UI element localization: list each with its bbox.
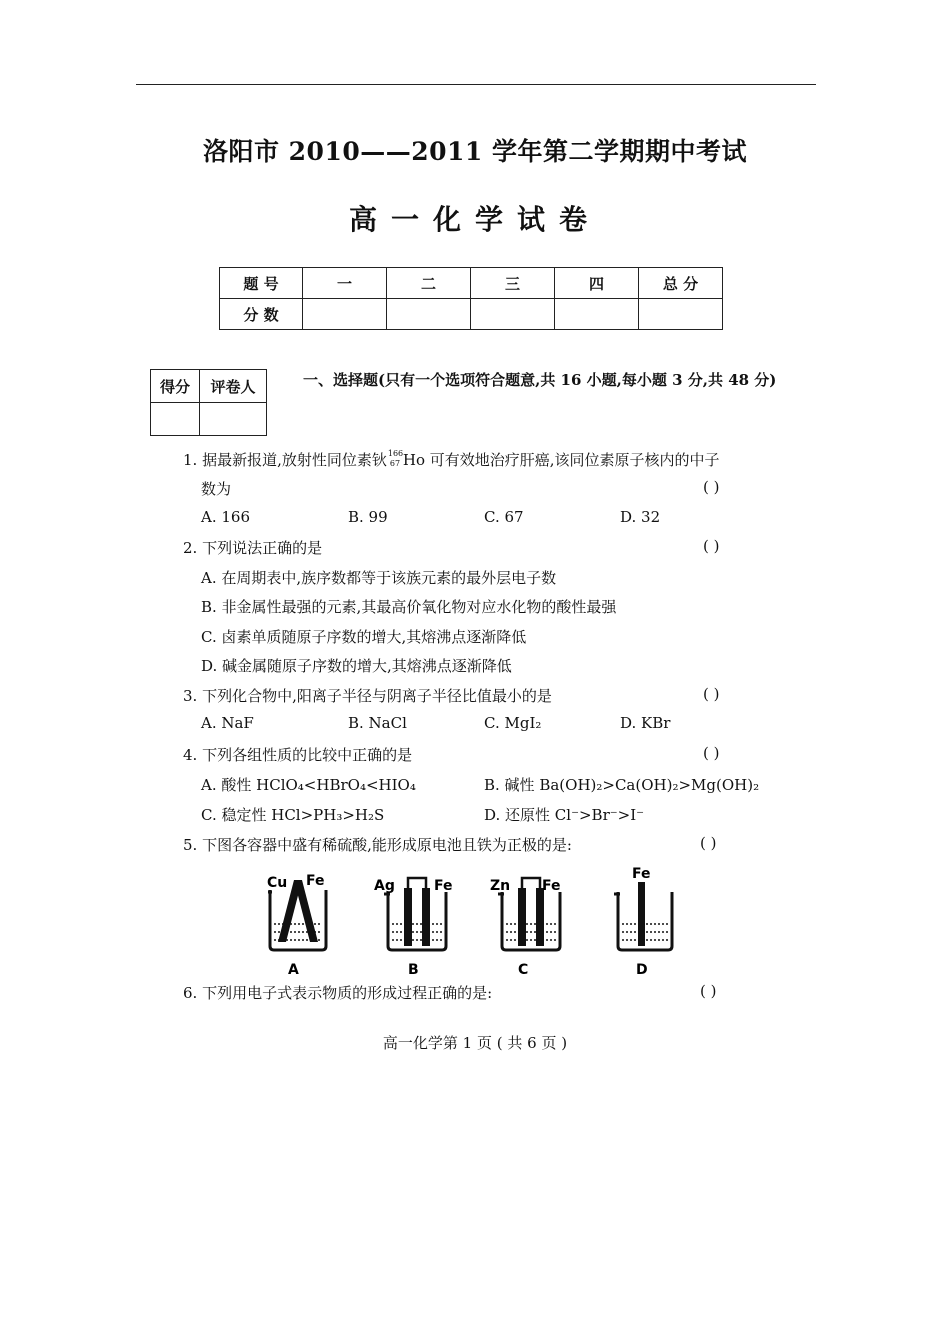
beaker-b-label: B: [408, 962, 419, 978]
beaker-c-right-electrode: Fe: [542, 878, 561, 894]
question-5-stem: 5. 下图各容器中盛有稀硫酸,能形成原电池且铁为正极的是:: [183, 836, 572, 854]
q1-stem-part-b: 可有效地治疗肝癌,该同位素原子核内的中子: [429, 451, 720, 469]
beaker-c-left-electrode: Zn: [490, 878, 511, 894]
score-table: [219, 267, 723, 330]
q1-option-b: B. 99: [348, 508, 388, 526]
exam-subtitle: 高一化学试卷: [348, 203, 601, 236]
top-rule: [136, 84, 816, 85]
grader-table: [150, 369, 267, 436]
beaker-d-label: D: [636, 962, 648, 978]
q3-answer-paren[interactable]: ( ): [703, 685, 720, 703]
q1-answer-paren[interactable]: ( ): [703, 478, 720, 496]
score-cell[interactable]: [387, 299, 471, 330]
score-cell[interactable]: [639, 299, 723, 330]
q2-option-b: B. 非金属性最强的元素,其最高价氧化物对应水化物的酸性最强: [201, 598, 617, 616]
score-cell[interactable]: [555, 299, 639, 330]
score-cell[interactable]: [471, 299, 555, 330]
beaker-a-right-electrode: Fe: [306, 873, 325, 889]
beaker-d[interactable]: [614, 866, 672, 978]
q1-stem-part-a: 1. 据最新报道,放射性同位素钬: [183, 451, 387, 469]
section-heading: 一、选择题(只有一个选项符合题意,共 16 小题,每小题 3 分,共 48 分): [303, 371, 777, 389]
beaker-c[interactable]: [490, 878, 561, 978]
q5-answer-paren[interactable]: ( ): [700, 834, 717, 852]
beaker-d-electrode: Fe: [632, 866, 651, 882]
isotope-symbol: Ho: [402, 451, 425, 469]
q3-option-b: B. NaCl: [348, 714, 407, 732]
beaker-figure: [250, 862, 700, 982]
exam-title: 洛阳市 2010——2011 学年第二学期期中考试: [202, 137, 748, 166]
beaker-c-label: C: [518, 962, 529, 978]
q3-option-d: D. KBr: [620, 714, 671, 732]
q1-option-c: C. 67: [484, 508, 524, 526]
beaker-a-left-electrode: Cu: [267, 875, 288, 891]
q4-answer-paren[interactable]: ( ): [703, 744, 720, 762]
score-table-header-row: [220, 268, 723, 299]
score-header-cell: 二: [387, 268, 471, 299]
isotope-notation: [387, 449, 403, 467]
grader-score-label: 得分: [151, 370, 200, 403]
q6-answer-paren[interactable]: ( ): [700, 982, 717, 1000]
q1-option-a: A. 166: [201, 508, 250, 526]
q2-option-c: C. 卤素单质随原子序数的增大,其熔沸点逐渐降低: [201, 628, 527, 646]
q2-answer-paren[interactable]: ( ): [703, 537, 720, 555]
score-header-cell: 总 分: [639, 268, 723, 299]
q4-option-d: D. 还原性 Cl⁻>Br⁻>I⁻: [484, 806, 645, 824]
score-header-cell: 三: [471, 268, 555, 299]
beaker-b[interactable]: [374, 878, 453, 978]
score-header-cell: 题 号: [220, 268, 303, 299]
beaker-b-left-electrode: Ag: [374, 878, 395, 894]
q3-option-a: A. NaF: [201, 714, 254, 732]
question-4-stem: 4. 下列各组性质的比较中正确的是: [183, 746, 413, 764]
beaker-a-label: A: [288, 962, 299, 978]
grader-name-cell[interactable]: [200, 403, 267, 436]
q4-option-c: C. 稳定性 HCl>PH₃>H₂S: [201, 806, 385, 824]
question-2-stem: 2. 下列说法正确的是: [183, 539, 323, 557]
q2-option-d: D. 碱金属随原子序数的增大,其熔沸点逐渐降低: [201, 657, 512, 675]
score-table-value-row: [220, 299, 723, 330]
score-cell[interactable]: [303, 299, 387, 330]
q4-option-a: A. 酸性 HClO₄<HBrO₄<HIO₄: [201, 776, 416, 794]
grader-name-label: 评卷人: [200, 370, 267, 403]
score-header-cell: 四: [555, 268, 639, 299]
isotope-mass: 166: [387, 449, 404, 458]
question-6-stem: 6. 下列用电子式表示物质的形成过程正确的是:: [183, 984, 493, 1002]
q1-option-d: D. 32: [620, 508, 661, 526]
score-header-cell: 一: [303, 268, 387, 299]
q1-stem-part-c: 数为: [201, 480, 232, 498]
page-footer: 高一化学第 1 页 ( 共 6 页 ): [382, 1034, 568, 1052]
beaker-a[interactable]: [267, 873, 326, 978]
question-1-stem: [183, 449, 720, 471]
q3-option-c: C. MgI₂: [484, 714, 542, 732]
beaker-b-right-electrode: Fe: [434, 878, 453, 894]
grader-score-cell[interactable]: [151, 403, 200, 436]
question-3-stem: 3. 下列化合物中,阳离子半径与阴离子半径比值最小的是: [183, 687, 552, 705]
score-row-label: 分 数: [220, 299, 303, 330]
isotope-atomic: 67: [389, 459, 401, 468]
q2-option-a: A. 在周期表中,族序数都等于该族元素的最外层电子数: [201, 569, 557, 587]
q4-option-b: B. 碱性 Ba(OH)₂>Ca(OH)₂>Mg(OH)₂: [484, 776, 760, 794]
